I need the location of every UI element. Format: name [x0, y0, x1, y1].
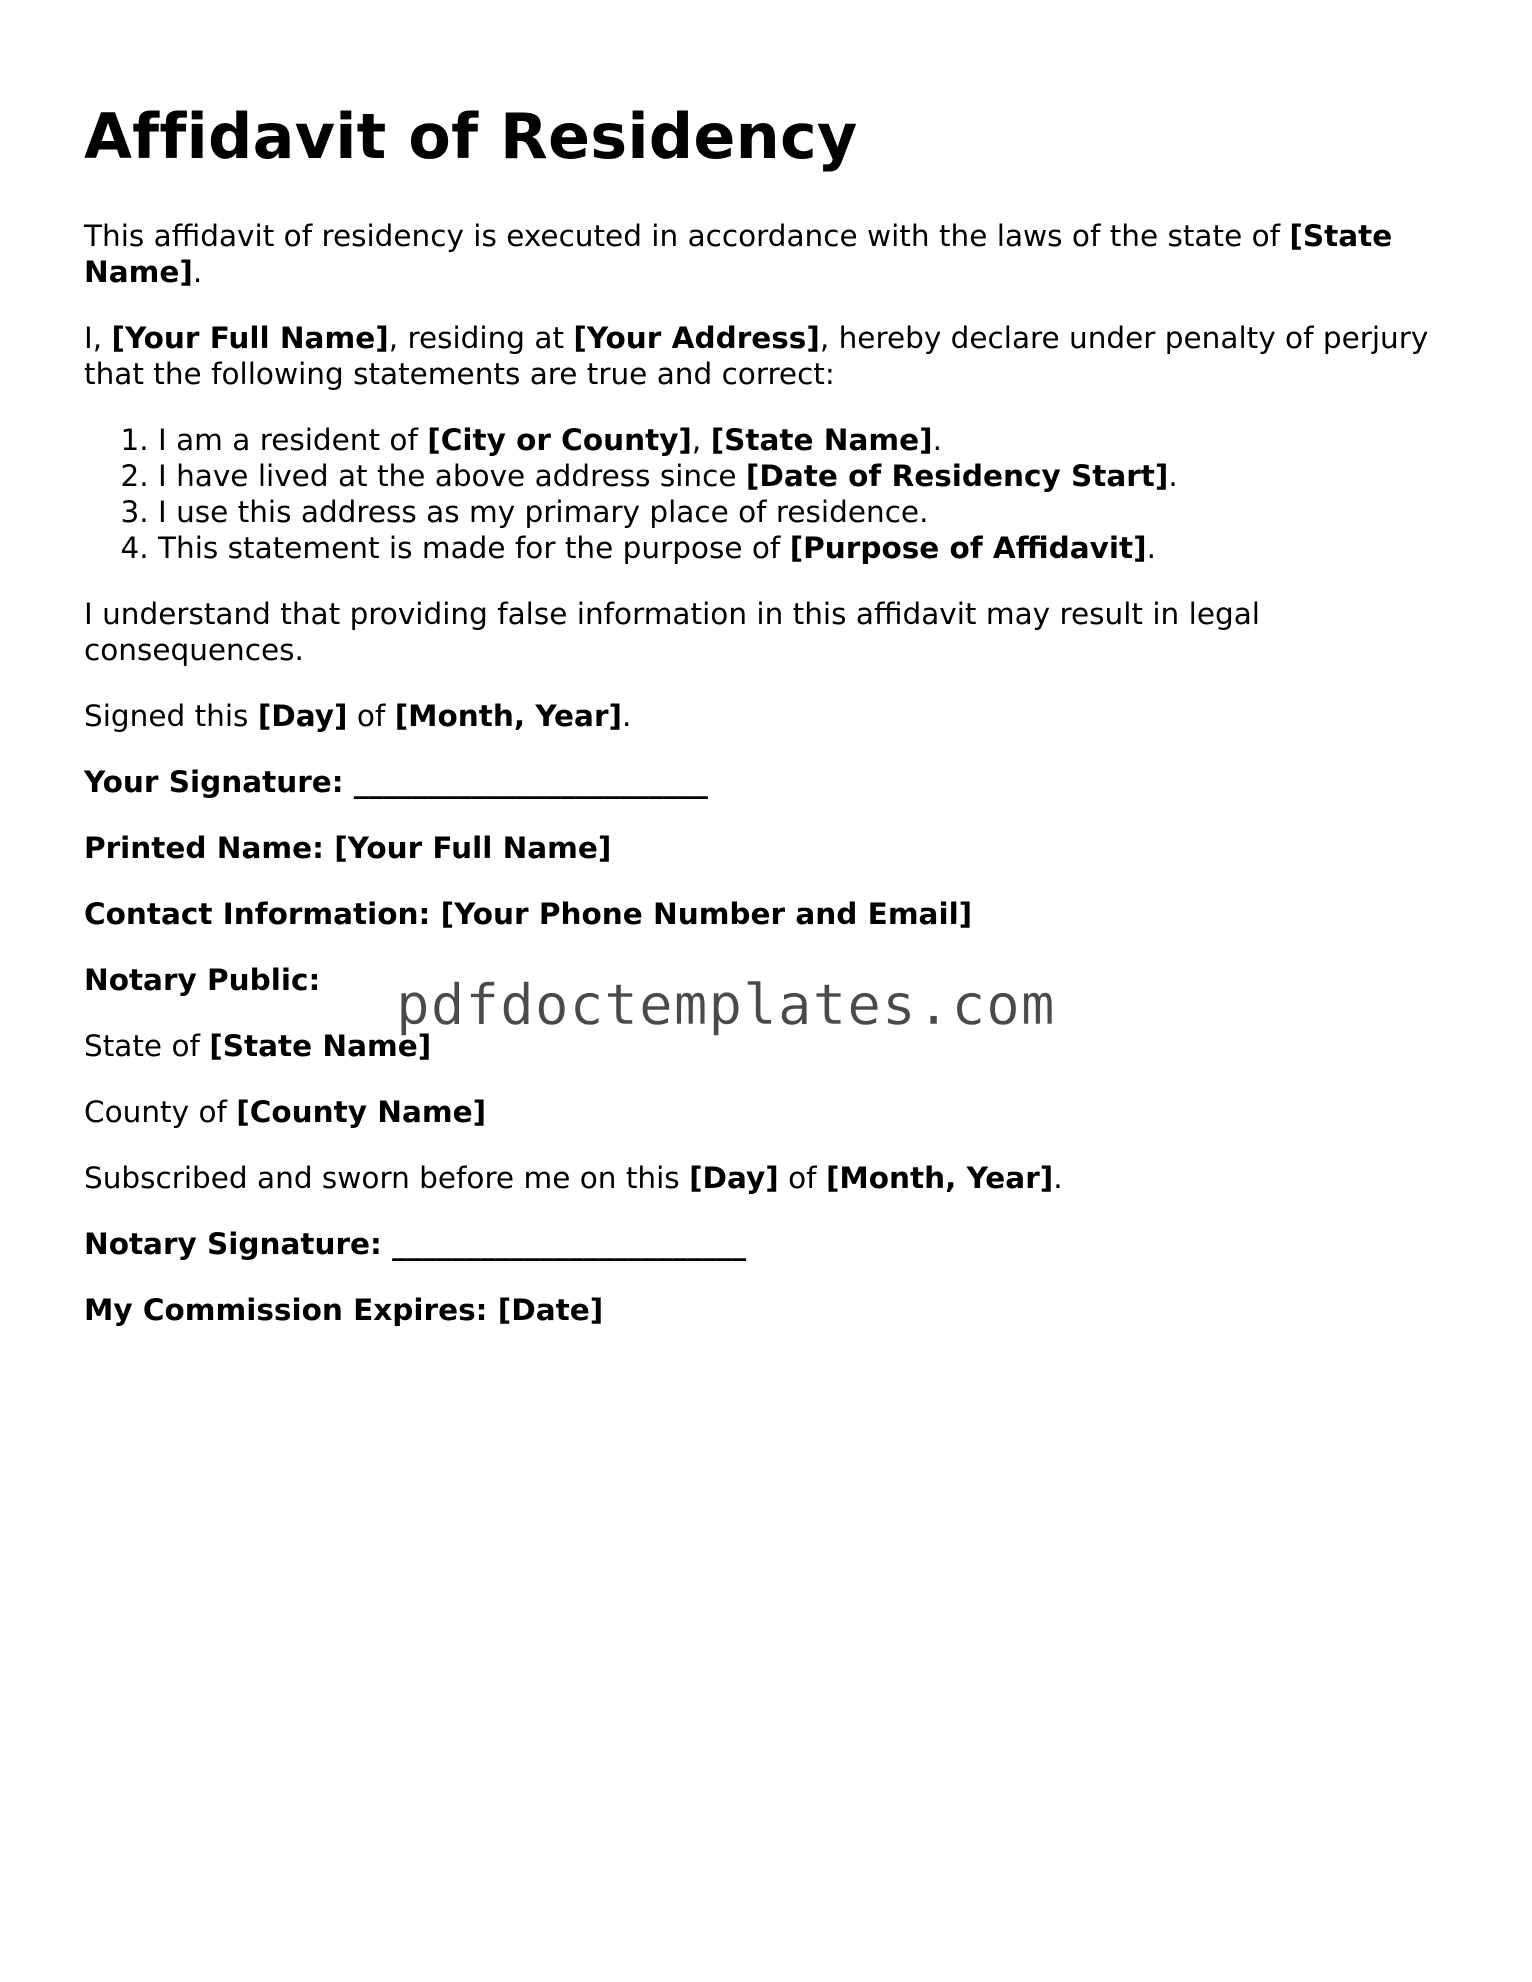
contact-label: Contact Information: [Your Phone Number and Email]	[84, 897, 973, 932]
document-title: Affidavit of Residency	[84, 100, 858, 173]
signed-day-placeholder: [Day]	[257, 699, 348, 734]
intro-end: .	[192, 255, 203, 290]
intro-state-placeholder: [State Name]	[84, 219, 1393, 290]
intro-paragraph	[84, 218, 1444, 290]
statement-text: ,	[691, 423, 711, 458]
list-item	[158, 458, 1444, 494]
statement-placeholder: [State Name]	[710, 423, 933, 458]
list-item	[158, 530, 1444, 566]
signed-text: of	[347, 699, 395, 734]
commission-line	[84, 1292, 1444, 1328]
statement-text: .	[1168, 459, 1178, 494]
document-page	[84, 100, 1444, 1358]
signed-month-year-placeholder: [Month, Year]	[394, 699, 622, 734]
contact-line	[84, 896, 1444, 932]
statement-placeholder: [Date of Residency Start]	[745, 459, 1169, 494]
declaration-mid: , residing at	[388, 321, 574, 356]
intro-text: This affidavit of residency is executed in accordance with the laws of the state of	[84, 219, 1290, 254]
notary-public-label: Notary Public:	[84, 963, 321, 998]
statement-text: I use this address as my primary place of residence.	[158, 495, 929, 530]
statement-text: .	[932, 423, 943, 458]
signed-paragraph	[84, 698, 1444, 734]
commission-label: My Commission Expires: [Date]	[84, 1293, 604, 1328]
sworn-text: Subscribed and sworn before me on this	[84, 1161, 690, 1196]
printed-name-line	[84, 830, 1444, 866]
sworn-text: .	[1053, 1161, 1063, 1196]
printed-name-label: Printed Name: [Your Full Name]	[84, 831, 612, 866]
statements-list	[84, 422, 1444, 566]
county-of-line	[84, 1094, 1444, 1130]
list-item	[158, 422, 1444, 458]
sworn-day-placeholder: [Day]	[689, 1161, 779, 1196]
notary-signature-line	[84, 1226, 1444, 1262]
statement-text: This statement is made for the purpose of	[158, 531, 790, 566]
statement-text: .	[1146, 531, 1157, 566]
county-of-text: County of	[84, 1095, 237, 1130]
watermark: pdfdoctemplates.com	[396, 973, 1056, 1038]
sworn-text: of	[778, 1161, 826, 1196]
signed-text: .	[622, 699, 632, 734]
notary-signature-label: Notary Signature: ________________________	[84, 1227, 747, 1262]
statement-placeholder: [City or County]	[427, 423, 692, 458]
county-of-placeholder: [County Name]	[236, 1095, 487, 1130]
your-signature-label: Your Signature: ________________________	[84, 765, 708, 800]
signed-text: Signed this	[84, 699, 258, 734]
your-signature-line	[84, 764, 1444, 800]
statement-text: I have lived at the above address since	[158, 459, 746, 494]
declaration-address-placeholder: [Your Address]	[573, 321, 820, 356]
declaration-suffix: , hereby declare under penalty of perjury that the following statements are true and correct:	[84, 321, 1429, 392]
consequence-paragraph: I understand that providing false information in this affidavit may result in legal consequences.	[84, 597, 1260, 668]
state-of-text: State of	[84, 1029, 210, 1064]
sworn-month-year-placeholder: [Month, Year]	[825, 1161, 1054, 1196]
list-item	[158, 494, 1444, 530]
state-of-placeholder: [State Name]	[209, 1029, 432, 1064]
declaration-prefix: I,	[84, 321, 112, 356]
sworn-paragraph	[84, 1160, 1444, 1196]
statement-placeholder: [Purpose of Affidavit]	[789, 531, 1147, 566]
statement-text: I am a resident of	[158, 423, 428, 458]
declaration-paragraph	[84, 320, 1444, 392]
declaration-name-placeholder: [Your Full Name]	[111, 321, 389, 356]
